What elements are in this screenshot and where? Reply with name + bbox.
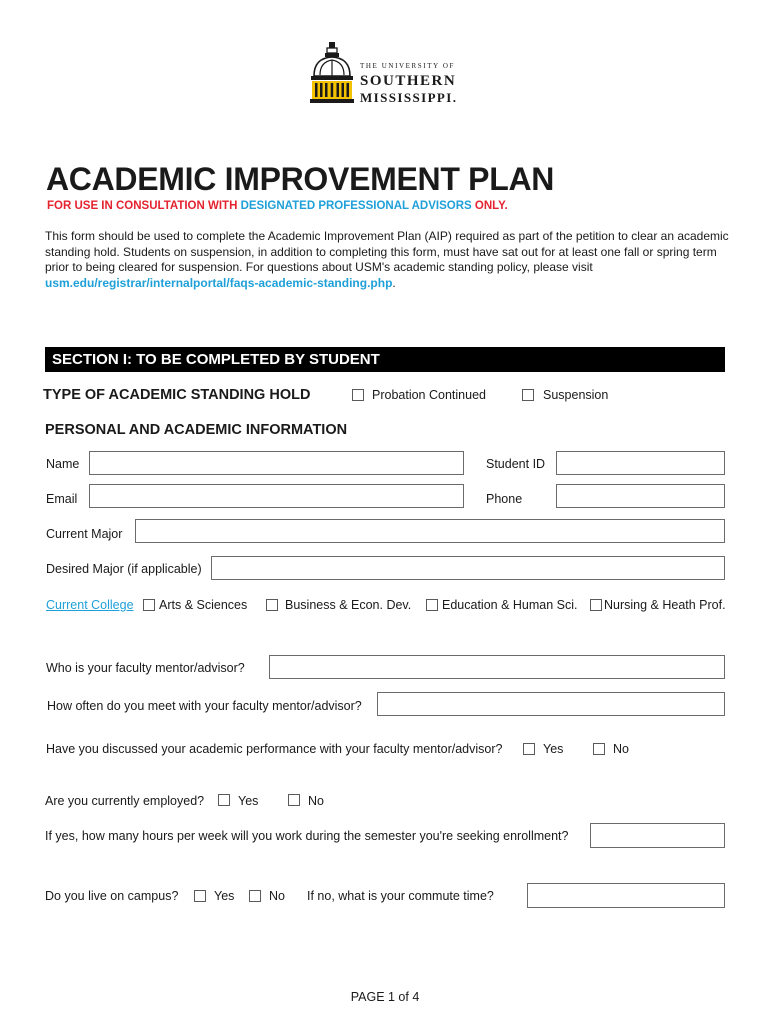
student-id-field[interactable] bbox=[556, 451, 725, 475]
name-label: Name bbox=[46, 457, 80, 471]
page-number: PAGE 1 of 4 bbox=[350, 990, 420, 1004]
logo-line-2: SOUTHERN bbox=[360, 73, 457, 89]
hold-type-label: TYPE OF ACADEMIC STANDING HOLD bbox=[43, 387, 311, 403]
business-econ-label: Business & Econ. Dev. bbox=[285, 598, 412, 612]
arts-sciences-label: Arts & Sciences bbox=[159, 598, 248, 612]
meet-frequency-question: How often do you meet with your faculty mentor/advisor? bbox=[47, 699, 362, 713]
education-human-sci-checkbox[interactable] bbox=[426, 599, 438, 611]
commute-time-question: If no, what is your commute time? bbox=[307, 889, 494, 903]
campus-yes-label: Yes bbox=[214, 889, 235, 903]
name-field[interactable] bbox=[89, 451, 464, 475]
discussed-no-label: No bbox=[613, 742, 629, 756]
desired-major-field[interactable] bbox=[211, 556, 725, 580]
work-hours-field[interactable] bbox=[590, 823, 725, 848]
employed-no-checkbox[interactable] bbox=[288, 794, 300, 806]
current-major-label: Current Major bbox=[46, 527, 123, 541]
mentor-field[interactable] bbox=[269, 655, 725, 679]
education-human-sci-label: Education & Human Sci. bbox=[442, 598, 578, 612]
intro-paragraph bbox=[45, 229, 735, 291]
campus-yes-checkbox[interactable] bbox=[194, 890, 206, 902]
discussed-yes-checkbox[interactable] bbox=[523, 743, 535, 755]
phone-label: Phone bbox=[486, 492, 523, 506]
subtitle-part-1: FOR USE IN CONSULTATION WITH bbox=[47, 200, 241, 212]
meet-frequency-field[interactable] bbox=[377, 692, 725, 716]
email-field[interactable] bbox=[89, 484, 464, 508]
desired-major-label: Desired Major (if applicable) bbox=[46, 562, 202, 576]
student-id-label: Student ID bbox=[486, 457, 546, 471]
work-hours-question: If yes, how many hours per week will you work during the semester you're seeking enrollment? bbox=[45, 829, 569, 843]
probation-continued-checkbox[interactable] bbox=[352, 389, 364, 401]
discussed-performance-question: Have you discussed your academic performance with your faculty mentor/advisor? bbox=[46, 742, 503, 756]
university-logo bbox=[308, 42, 478, 110]
campus-no-label: No bbox=[269, 889, 285, 903]
phone-field[interactable] bbox=[556, 484, 725, 508]
employed-question: Are you currently employed? bbox=[45, 794, 205, 808]
discussed-no-checkbox[interactable] bbox=[593, 743, 605, 755]
campus-no-checkbox[interactable] bbox=[249, 890, 261, 902]
subtitle-part-2: DESIGNATED PROFESSIONAL ADVISORS bbox=[240, 200, 472, 212]
employed-yes-checkbox[interactable] bbox=[218, 794, 230, 806]
employed-yes-label: Yes bbox=[238, 794, 259, 808]
commute-time-field[interactable] bbox=[527, 883, 725, 908]
nursing-health-label: Nursing & Heath Prof. bbox=[604, 598, 726, 612]
mentor-question: Who is your faculty mentor/advisor? bbox=[46, 661, 245, 675]
arts-sciences-checkbox[interactable] bbox=[143, 599, 155, 611]
academic-standing-link[interactable]: usm.edu/registrar/internalportal/faqs-academic-standing.php bbox=[45, 275, 393, 290]
email-label: Email bbox=[46, 492, 78, 506]
business-econ-checkbox[interactable] bbox=[266, 599, 278, 611]
section-1-header: SECTION I: TO BE COMPLETED BY STUDENT bbox=[45, 347, 725, 372]
live-on-campus-question: Do you live on campus? bbox=[45, 889, 179, 903]
logo-line-3: MISSISSIPPI. bbox=[360, 90, 458, 105]
probation-continued-label: Probation Continued bbox=[372, 388, 486, 402]
subtitle-part-3: ONLY. bbox=[471, 200, 508, 212]
intro-end: . bbox=[392, 275, 396, 290]
current-college-label[interactable]: Current College bbox=[46, 598, 134, 612]
employed-no-label: No bbox=[308, 794, 324, 808]
personal-info-heading: PERSONAL AND ACADEMIC INFORMATION bbox=[45, 422, 348, 438]
suspension-label: Suspension bbox=[543, 388, 609, 402]
current-major-field[interactable] bbox=[135, 519, 725, 543]
discussed-yes-label: Yes bbox=[543, 742, 564, 756]
intro-text: This form should be used to complete the Academic Improvement Plan (AIP) required as part of the petition to clear an academic standing hold. Students on suspension, in addition to completing this form, must have sat out for at least one fall or spring term prior to being cleared for suspension. For questions about USM's academic standing policy, please visit bbox=[45, 229, 729, 274]
suspension-checkbox[interactable] bbox=[522, 389, 534, 401]
nursing-health-checkbox[interactable] bbox=[590, 599, 602, 611]
dome-building-icon bbox=[308, 42, 356, 108]
logo-line-1: THE UNIVERSITY OF bbox=[360, 62, 455, 70]
subtitle bbox=[47, 200, 508, 212]
page-title: ACADEMIC IMPROVEMENT PLAN bbox=[46, 161, 555, 197]
